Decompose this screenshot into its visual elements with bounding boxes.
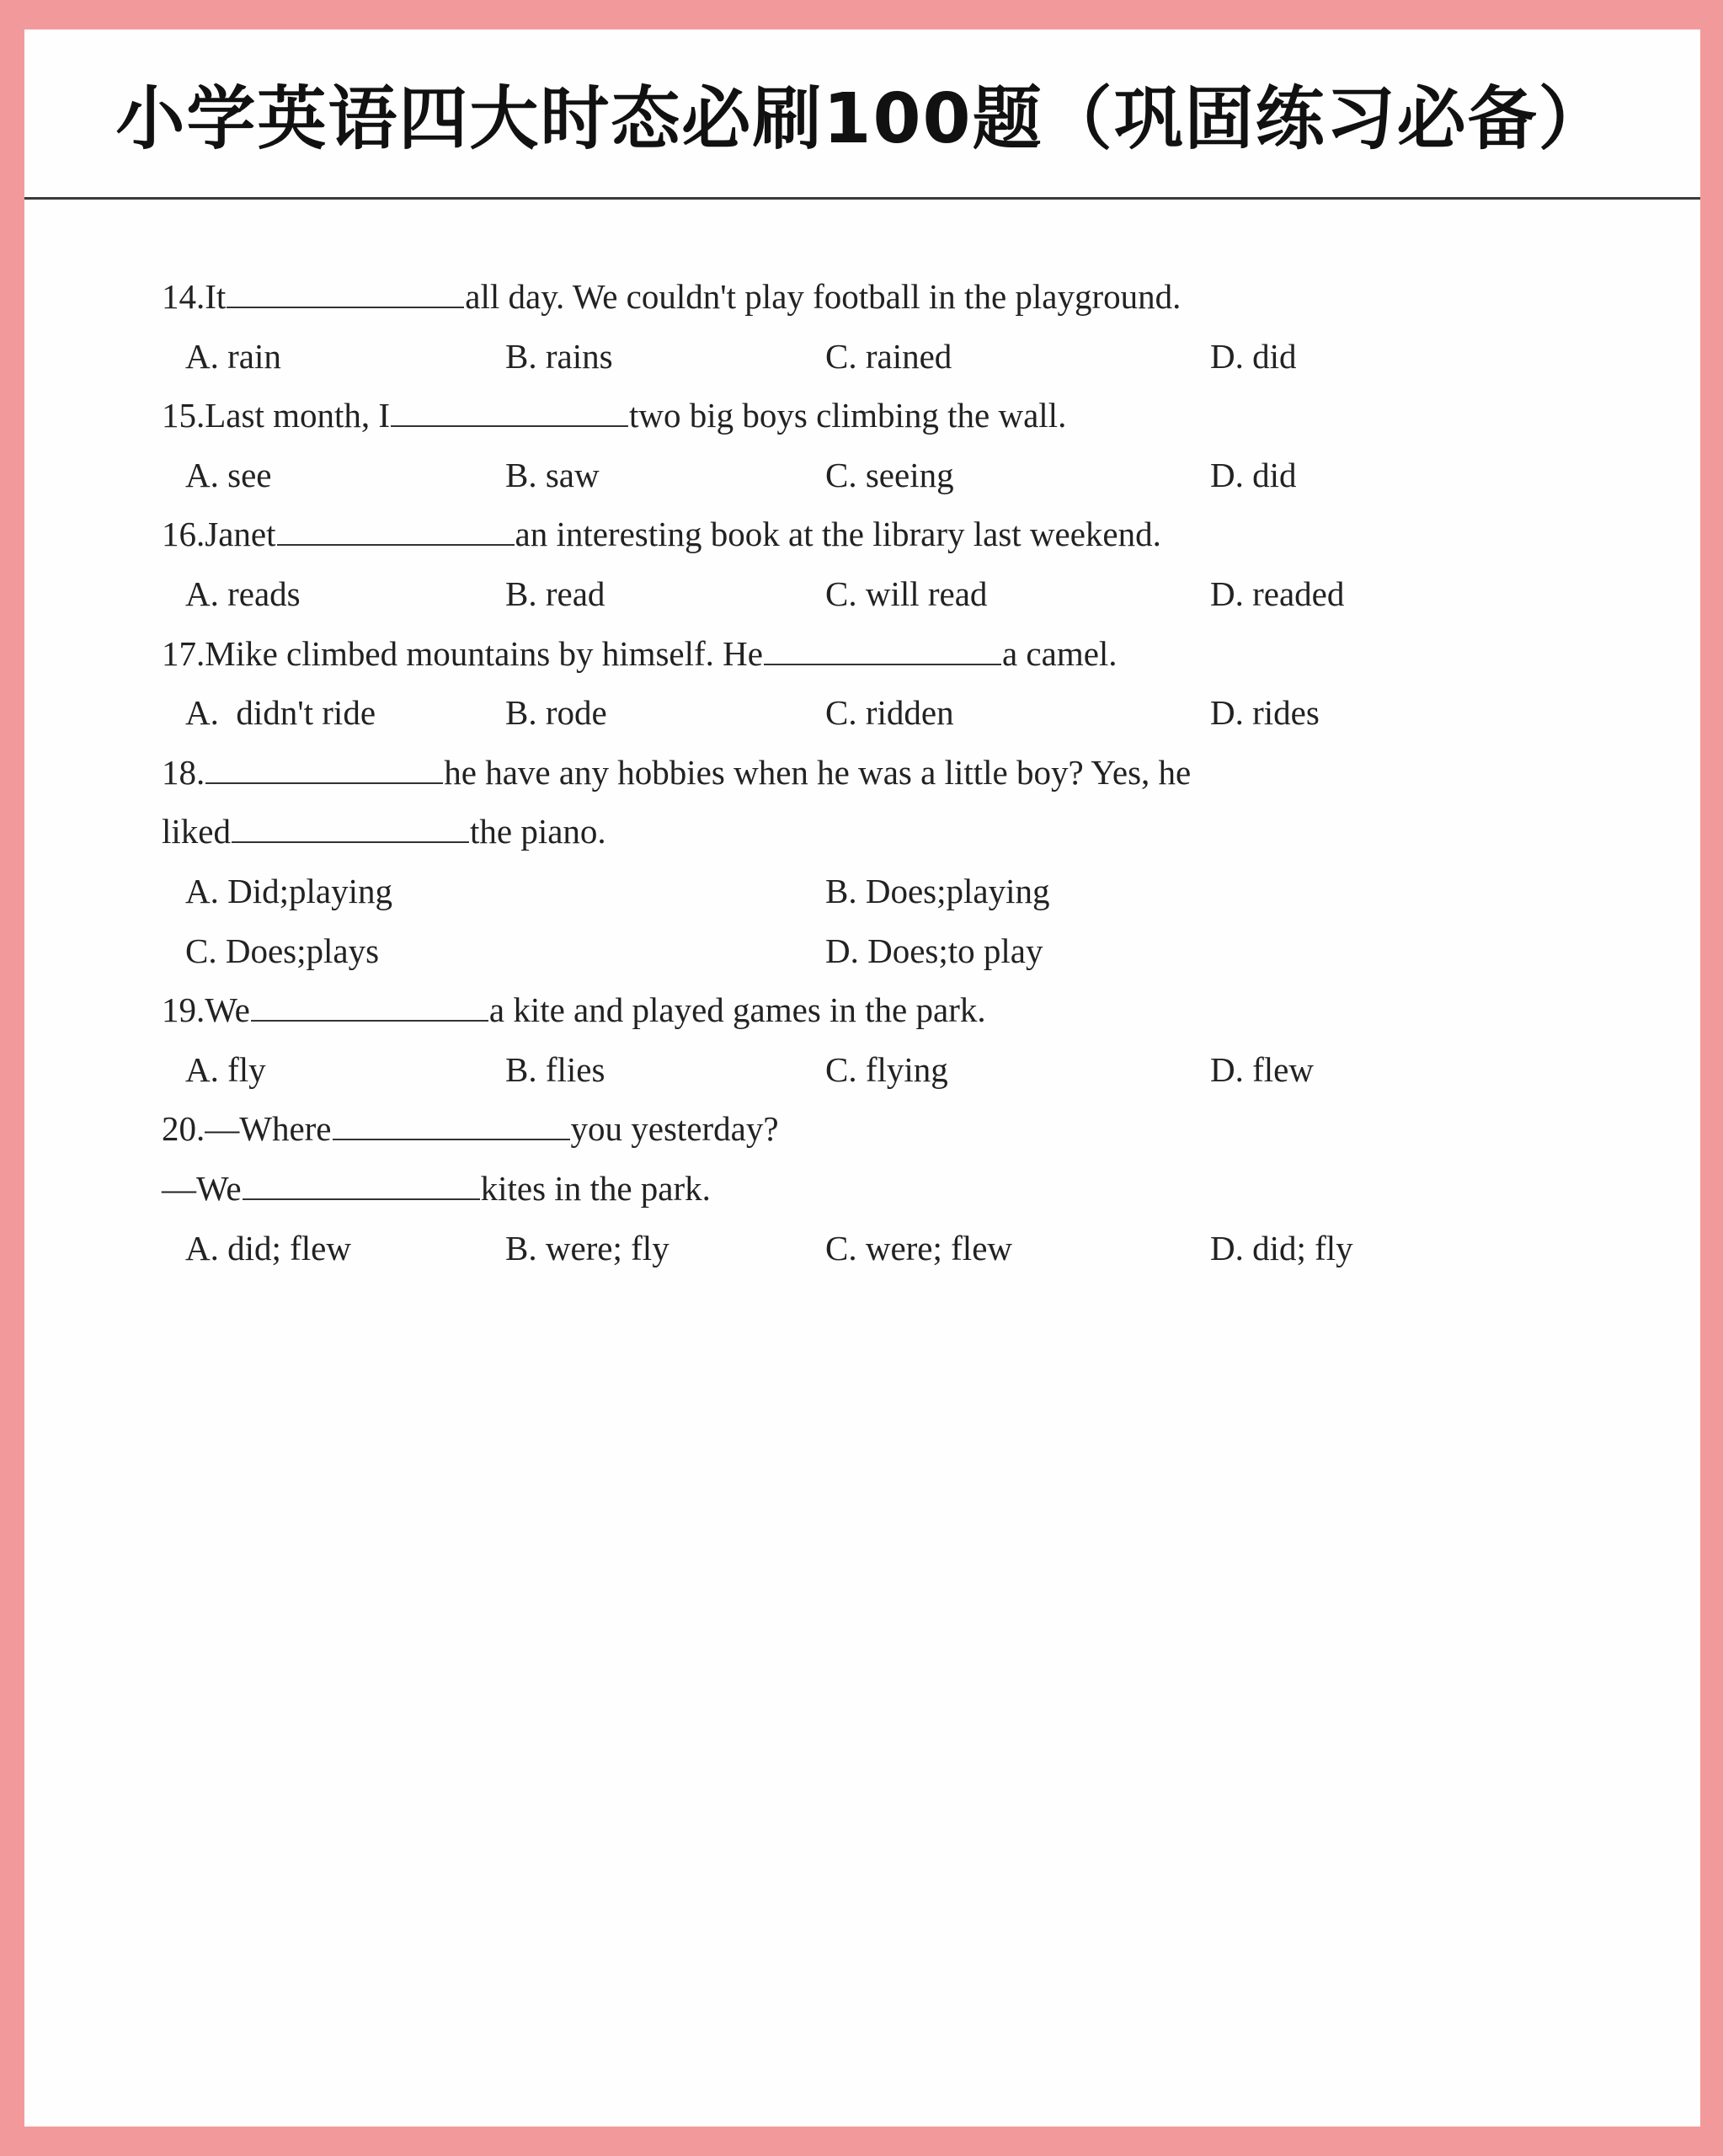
question-text: 19.We — [162, 990, 250, 1030]
options-14 — [162, 327, 1593, 387]
question-18-line-2 — [162, 802, 1593, 862]
question-text: you yesterday? — [570, 1109, 779, 1149]
option-c: C. will read — [825, 574, 988, 613]
option-a: A. Did;playing — [185, 871, 392, 910]
option-b: B. read — [505, 574, 605, 613]
option-a: A. fly — [185, 1049, 266, 1089]
question-19 — [162, 980, 1593, 1040]
question-text: 20.—Where — [162, 1109, 332, 1149]
options-17 — [162, 683, 1593, 743]
option-d: D. Does;to play — [825, 931, 1043, 970]
question-text: the piano. — [469, 812, 606, 851]
question-17 — [162, 624, 1593, 684]
question-text: liked — [162, 812, 231, 851]
question-16 — [162, 504, 1593, 564]
option-c: C. were; flew — [825, 1228, 1012, 1267]
options-15 — [162, 446, 1593, 505]
option-b: B. flies — [505, 1049, 605, 1089]
question-text: all day. We couldn't play football in the playground. — [465, 277, 1182, 316]
option-a: A. didn't ride — [185, 693, 376, 733]
option-b: B. were; fly — [505, 1228, 669, 1267]
options-18-row-2 — [162, 921, 1593, 981]
option-d: D. flew — [1210, 1049, 1314, 1089]
options-20 — [162, 1219, 1593, 1278]
title-divider — [24, 197, 1700, 200]
question-text: —We — [162, 1168, 242, 1208]
question-text: 18. — [162, 752, 205, 792]
question-text: an interesting book at the library last weekend. — [515, 515, 1161, 554]
question-text: he have any hobbies when he was a little boy? Yes, he — [444, 752, 1192, 792]
option-b: B. rains — [505, 336, 613, 376]
option-b: B. Does;playing — [825, 871, 1050, 910]
question-list — [162, 267, 1593, 1278]
answer-blank — [232, 841, 469, 843]
question-text: a camel. — [1001, 633, 1118, 673]
question-text: 16.Janet — [162, 515, 276, 554]
question-20 — [162, 1099, 1593, 1159]
question-text: 17.Mike climbed mountains by himself. He — [162, 633, 763, 673]
question-14 — [162, 267, 1593, 327]
option-a: A. did; flew — [185, 1228, 351, 1267]
option-b: B. saw — [505, 455, 600, 494]
option-d: D. rides — [1210, 693, 1320, 733]
question-text: 14.It — [162, 277, 227, 316]
worksheet-page — [24, 29, 1700, 2127]
option-a: A. see — [185, 455, 272, 494]
option-d: D. did — [1210, 455, 1297, 494]
page-title: 小学英语四大时态必刷100题（巩固练习必备） — [115, 79, 1609, 159]
question-text: two big boys climbing the wall. — [629, 396, 1067, 435]
answer-blank — [277, 543, 515, 546]
answer-blank — [333, 1138, 570, 1140]
answer-blank — [251, 1019, 488, 1022]
option-c: C. flying — [825, 1049, 948, 1089]
answer-blank — [764, 663, 1001, 665]
option-c: C. Does;plays — [185, 931, 380, 970]
question-15 — [162, 386, 1593, 446]
option-a: A. rain — [185, 336, 281, 376]
option-a: A. reads — [185, 574, 301, 613]
options-19 — [162, 1040, 1593, 1100]
option-d: D. did; fly — [1210, 1228, 1353, 1267]
answer-blank — [205, 782, 443, 784]
option-d: D. did — [1210, 336, 1297, 376]
question-20-line-2 — [162, 1159, 1593, 1219]
option-b: B. rode — [505, 693, 607, 733]
question-text: 15.Last month, I — [162, 396, 391, 435]
answer-blank — [243, 1198, 480, 1200]
options-18-row-1 — [162, 862, 1593, 921]
options-16 — [162, 564, 1593, 624]
answer-blank — [227, 306, 464, 308]
question-18 — [162, 743, 1593, 803]
option-d: D. readed — [1210, 574, 1345, 613]
question-text: a kite and played games in the park. — [488, 990, 986, 1030]
answer-blank — [391, 424, 628, 427]
option-c: C. ridden — [825, 693, 954, 733]
option-c: C. rained — [825, 336, 952, 376]
option-c: C. seeing — [825, 455, 954, 494]
question-text: kites in the park. — [480, 1168, 711, 1208]
